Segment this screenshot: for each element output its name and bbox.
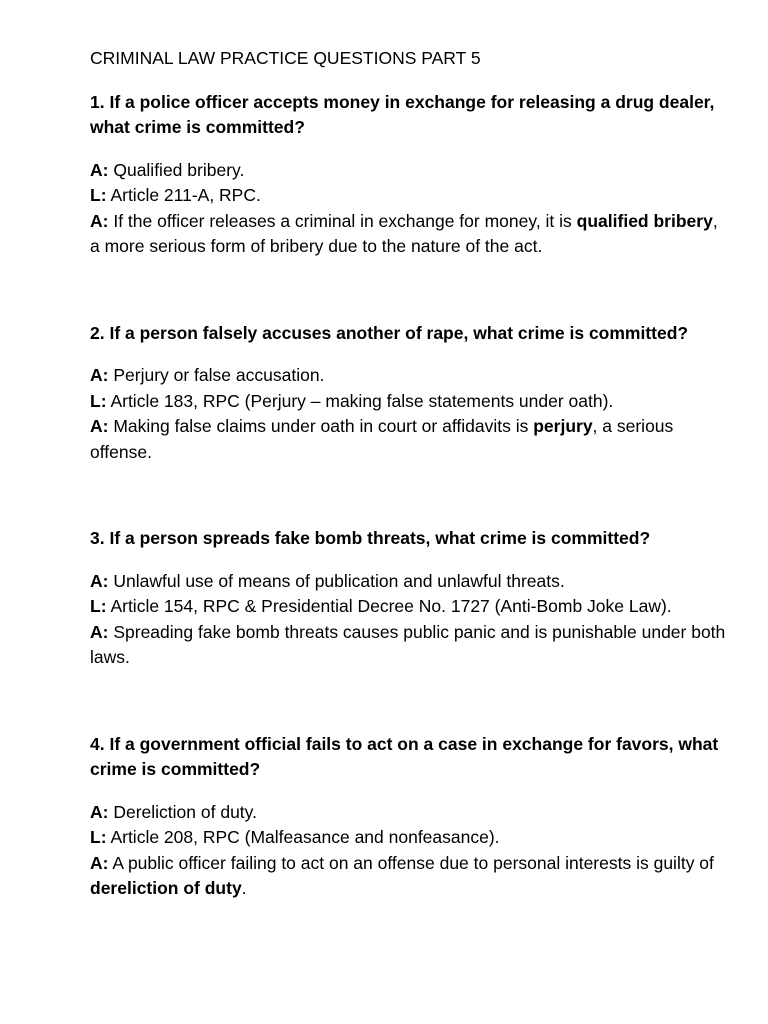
question-text: 4. If a government official fails to act on a case in exchange for favors, what crime is committed? [90,733,719,779]
law-line [90,825,730,851]
explanation-line [90,851,730,902]
law-text: Article 211-A, RPC. [110,185,261,205]
explanation-text-before: If the officer releases a criminal in exchange for money, it is [113,210,577,231]
explanation-line [90,620,730,671]
answer-label: A: [90,801,109,822]
law-text: Article 183, RPC (Perjury – making false statements under oath). [110,390,614,411]
answer-text: Qualified bribery. [113,159,245,180]
answer-text: Perjury or false accusation. [113,365,325,385]
law-line [90,183,730,209]
answer-line [90,363,730,389]
answer-label: A: [90,365,109,385]
question-text: 1. If a police officer accepts money in exchange for releasing a drug dealer, what crime is committed? [90,91,715,137]
explanation-text-after: . [241,878,247,898]
explanation-label: A: [90,416,109,436]
explanation-label: A: [90,621,109,642]
document-page [90,46,730,902]
document-title: CRIMINAL LAW PRACTICE QUESTIONS PART 5 [90,48,481,68]
explanation-text-before: Spreading fake bomb threats causes public panic and is punishable under both laws. [90,621,726,667]
answer-text: Dereliction of duty. [113,801,257,822]
law-label: L: [90,596,107,616]
explanation-label: A: [90,210,109,231]
explanation-text-before: Making false claims under oath in court or affidavits is [113,416,534,436]
answer-text: Unlawful use of means of publication and unlawful threats. [113,570,565,591]
qa-block-4 [90,732,730,902]
explanation-text-before: A public officer failing to act on an offense due to personal interests is guilty of [112,852,714,873]
law-label: L: [90,827,107,847]
explanation-text-after: , a serious offense. [90,416,674,462]
explanation-text-bold: qualified bribery [576,210,713,231]
answer-line [90,158,730,184]
question-text: 3. If a person spreads fake bomb threats, what crime is committed? [90,528,651,548]
answer-label: A: [90,159,109,180]
explanation-text-bold: dereliction of duty [90,878,242,898]
law-text: Article 154, RPC & Presidential Decree No. 1727 (Anti-Bomb Joke Law). [110,596,672,616]
answer-line [90,800,730,826]
explanation-text-after: , a more serious form of bribery due to the nature of the act. [90,210,718,256]
qa-block-1 [90,90,730,260]
explanation-line [90,414,730,465]
law-label: L: [90,390,107,411]
explanation-label: A: [90,852,109,873]
law-line [90,594,730,620]
law-label: L: [90,185,107,205]
explanation-text-bold: perjury [533,416,593,436]
answer-label: A: [90,570,109,591]
qa-block-2 [90,321,730,466]
law-line [90,389,730,415]
explanation-line [90,209,730,260]
question-text: 2. If a person falsely accuses another of rape, what crime is committed? [90,322,689,343]
answer-line [90,569,730,595]
law-text: Article 208, RPC (Malfeasance and nonfeasance). [110,827,500,847]
qa-block-3 [90,526,730,671]
